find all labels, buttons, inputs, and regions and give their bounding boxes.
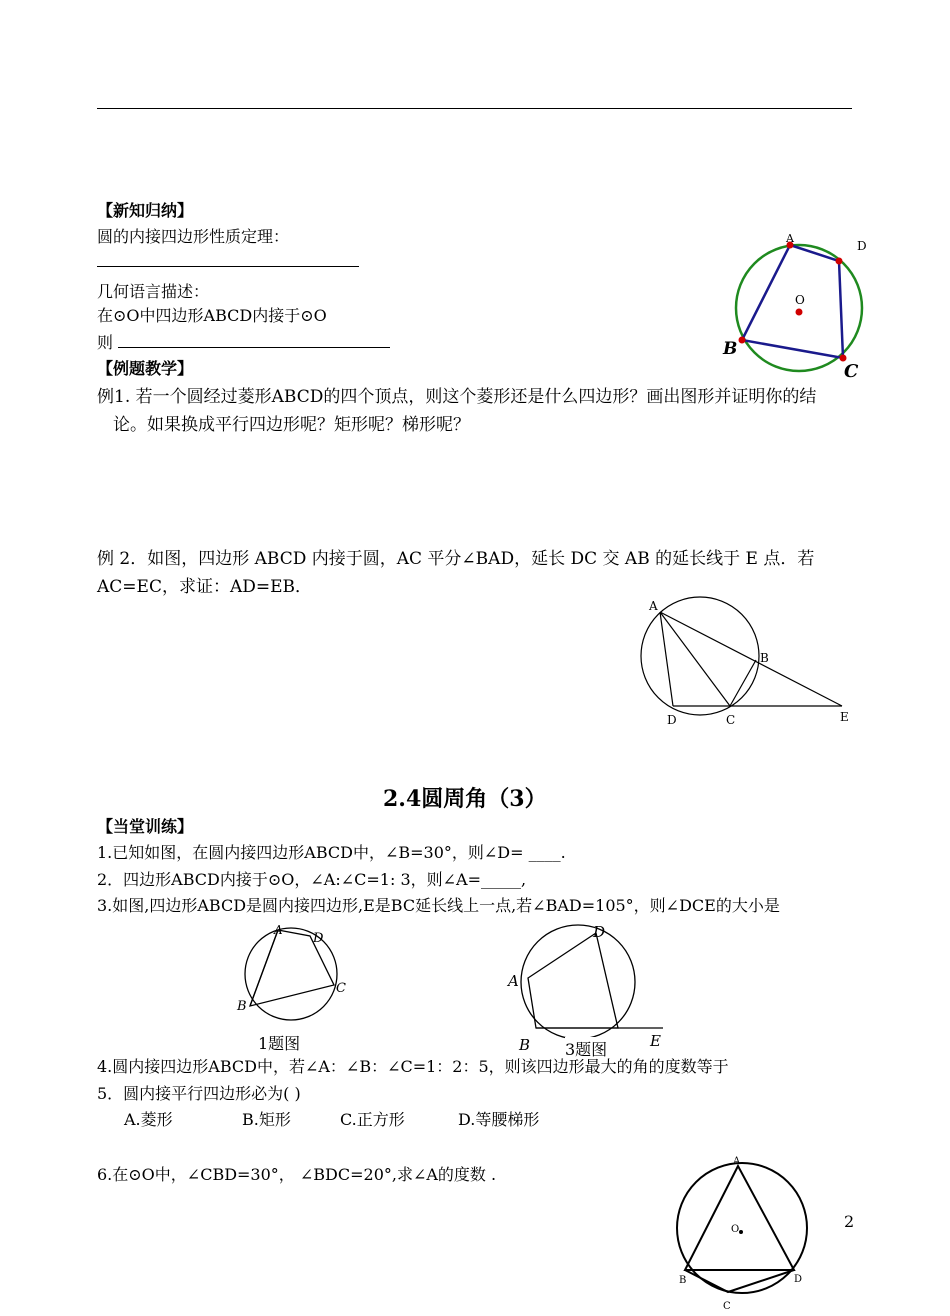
example1-line2: 论。如果换成平行四边形呢？矩形呢？梯形呢？: [113, 415, 470, 435]
section-new-knowledge: 【新知归纳】: [97, 201, 194, 220]
header-rule: [97, 108, 852, 109]
section-examples: 【例题教学】: [97, 359, 194, 378]
page-title: 2.4圆周角（3）: [383, 786, 547, 812]
ex2-label-B: B: [760, 651, 769, 665]
theorem-blank: [97, 266, 359, 267]
theorem-label: 圆的内接四边形性质定理：: [97, 227, 290, 246]
q5-option-d: D.等腰梯形: [458, 1110, 540, 1129]
q1-label-A: A: [274, 923, 283, 937]
ex2-label-C: C: [726, 713, 736, 727]
q1-label-D: D: [313, 931, 324, 946]
q3-label-A: A: [508, 972, 519, 990]
figure3-caption: 3题图: [565, 1037, 607, 1060]
q3-label-D: D: [593, 923, 606, 941]
then-label: 则: [97, 333, 114, 352]
fig1-point-O: [796, 309, 803, 316]
q6-label-C: C: [723, 1301, 731, 1312]
q6-label-B: B: [679, 1275, 687, 1286]
q5-option-a: A.菱形: [124, 1110, 173, 1129]
figure-question3: [505, 920, 675, 1054]
fig1-label-O: O: [795, 293, 805, 307]
ex2-label-A: A: [649, 599, 658, 613]
ex2-label-D: D: [667, 713, 677, 727]
page-number: 2: [844, 1212, 855, 1231]
example1-line1: 例1. 若一个圆经过菱形ABCD的四个顶点，则这个菱形还是什么四边形？画出图形并证明你的结: [97, 387, 817, 407]
figure-example2: [630, 590, 860, 735]
ex2-label-E: E: [840, 710, 849, 724]
q6-label-A: A: [733, 1156, 741, 1167]
figure-inscribed-quad-colored: [720, 230, 870, 380]
example2-line2: AC=EC，求证：AD=EB．: [97, 577, 312, 597]
q3-label-B: B: [519, 1036, 531, 1054]
fig1-label-C: C: [844, 361, 859, 382]
figure-question6: [668, 1152, 818, 1312]
question-5: 5．圆内接平行四边形必为( ): [97, 1084, 301, 1103]
example2-line1: 例 2．如图，四边形 ABCD 内接于圆，AC 平分∠BAD，延长 DC 交 AB 的延长线于 E 点．若: [97, 549, 815, 569]
q5-option-b: B.矩形: [242, 1110, 291, 1129]
q5-option-c: C.正方形: [340, 1110, 405, 1129]
q3-label-E: E: [650, 1032, 661, 1050]
fig1-label-D: D: [857, 239, 867, 253]
fig1-label-B: B: [723, 339, 738, 359]
q1-label-B: B: [237, 999, 247, 1014]
figure1-caption: 1题图: [258, 1034, 301, 1053]
fig1-label-A: A: [786, 232, 794, 245]
figure-question1: [230, 920, 360, 1030]
question-2: 2．四边形ABCD内接于⊙O，∠A:∠C=1: 3，则∠A=_____,: [97, 870, 527, 889]
fig1-point-B: [739, 337, 746, 344]
then-blank: [118, 347, 390, 348]
ex2-circle: [641, 597, 759, 715]
given-line: 在⊙O中四边形ABCD内接于⊙O: [97, 306, 327, 325]
question-1: 1.已知如图，在圆内接四边形ABCD中，∠B=30°，则∠D= ____.: [97, 843, 566, 862]
geometry-language-label: 几何语言描述：: [97, 282, 210, 301]
question-6: 6.在⊙O中，∠CBD=30°， ∠BDC=20°,求∠A的度数 .: [97, 1165, 497, 1184]
fig1-point-D: [836, 258, 843, 265]
q6-label-O: O: [731, 1224, 740, 1235]
q6-label-D: D: [794, 1274, 803, 1285]
question-4: 4.圆内接四边形ABCD中，若∠A：∠B：∠C=1：2：5，则该四边形最大的角的度数等于: [97, 1057, 729, 1076]
section-practice: 【当堂训练】: [97, 817, 194, 836]
question-3: 3.如图,四边形ABCD是圆内接四边形,E是BC延长线上一点,若∠BAD=105°，则∠DCE的大小是: [97, 896, 780, 915]
q1-label-C: C: [336, 981, 346, 996]
